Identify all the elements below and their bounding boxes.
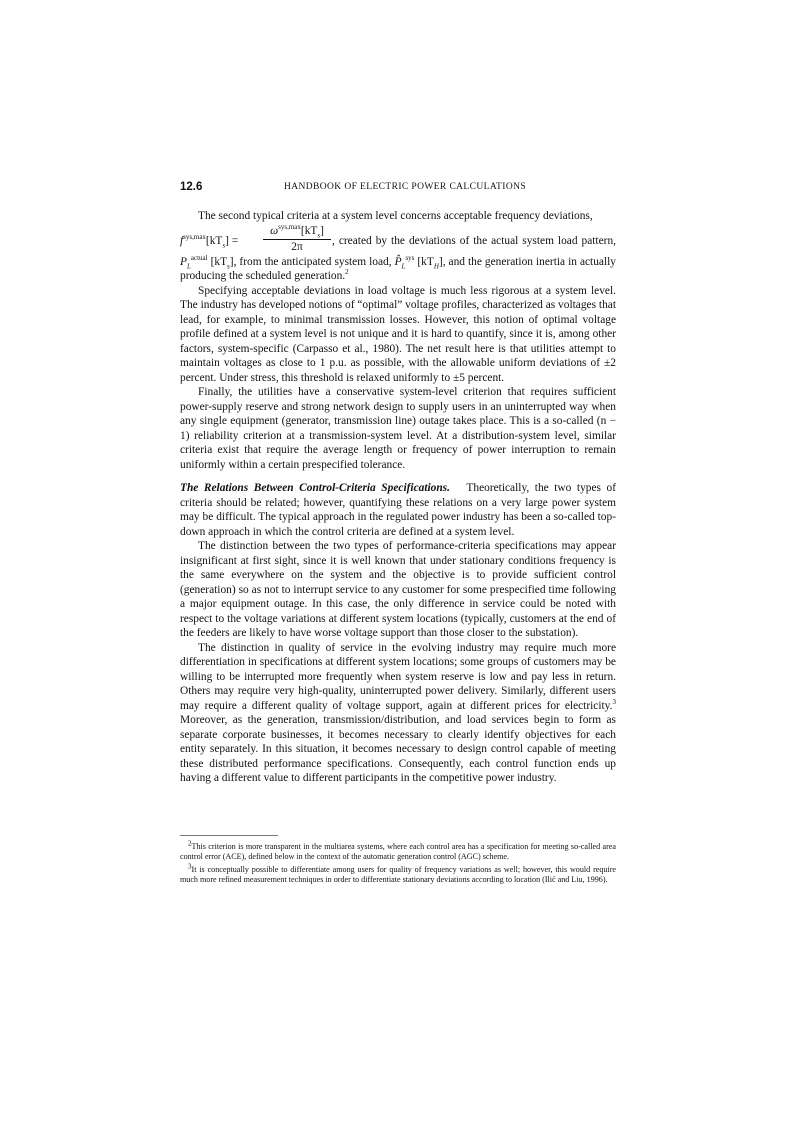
paragraph-frequency-continued: $P_L^{actual}$ $[kT_s]$, from the anticipated system load, $P̂_L^{sys}$ $[kT_H]$, and the generation inertia in actually producing the scheduled generation.$^2$ [180,253,616,282]
footnote-2: $^2$This criterion is more transparent in the multiarea systems, where each control area has a specification for meeting so-called area control error (ACE), defined below in the context of the automatic generation control (AGC) scheme. [180,839,616,862]
running-title: HANDBOOK OF ELECTRIC POWER CALCULATIONS [284,182,527,192]
paragraph-reliability-criterion: Finally, the utilities have a conservative system-level criterion that requires sufficient power-supply reserve and strong network design to supply users in an uninterrupted way when any single equipment (generator, transmission line) outage takes place. This is a so-called (n − 1) reliability criterion at a transmission-system level. At a distribution-system level, similar criteria exist that require the average length or frequency of power interruption to remain uniformly within a certain prespecified tolerance. [180,386,616,471]
formula-numerator: $\omega^{sys,max}[kT_s]$ [263,225,331,240]
paragraph-voltage-deviations: Specifying acceptable deviations in load voltage is much less rigorous at a system level. The industry has developed notions of “optimal” voltage profiles, characterized as voltages that lead, for example, to minimal transmission losses. However, this notion of optimal voltage profile defined at a system level is not unique and it is hard to quantify, since it is, among other factors, system-specific (Carpasso et al., 1980). The net result here is that utilities attempt to maintain voltages as close to 1 p.u. as possible, with the allowable uniform deviations of ±2 percent. Under stress, this threshold is relaxed uniformly to ±5 percent. [180,284,616,384]
footnote-ref-3: 3 [612,697,616,706]
frequency-deviation-formula [180,222,616,255]
body-text [180,209,616,786]
page-header [180,181,616,197]
footnotes [180,839,616,885]
page-number: 12.6 [180,181,203,193]
paragraph-control-criteria-relations: The Relations Between Control-Criteria Specifications. Theoretically, the two types of criteria should be related; however, quantifying these relations on a very large power system may be difficult. The typical approach in the regulated power industry has been a so-called top-down approach in which the control criteria are defined at a system level. [180,482,616,538]
footnote-3: $^3$It is conceptually possible to differentiate among users for quality of frequency variations as well; however, this would require much more refined measurement techniques in order to differentiate stationary deviations according to location (Ilić and Liu, 1996). [180,861,616,884]
footnote-divider [180,835,278,836]
paragraph-frequency-intro: The second typical criteria at a system level concerns acceptable frequency deviations, [198,210,593,222]
paragraph-quality-of-service: The distinction in quality of service in the evolving industry may require much more differentiation in specifications at different system locations; some groups of customers may be willing to be interrupted more frequently when system reserve is low and pay less in return. Others may require very high-quality, uninterrupted power delivery. Similarly, different users may require a different quality of voltage support, again at different prices for electricity.$^3$ Moreover, as the generation, transmission/distribution, and load services begin to form as separate corporate businesses, it becomes necessary to clearly identify objectives for each entity separately. In this situation, it becomes necessary to design control capable of meeting these distributed performance specifications. Consequently, each control function ends up having a different value to different participants in the competitive power industry. [180,641,616,784]
section-run-in-heading: The Relations Between Control-Criteria Specifications. [180,482,450,494]
footnote-ref-2: 2 [345,268,349,277]
formula-trailing-text: , created by the deviations of the actual system load pattern, [332,234,616,247]
paragraph-criteria-distinction: The distinction between the two types of performance-criteria specifications may appear insignificant at first sight, since it is well known that under stationary conditions frequency is the same everywhere on the system and the objective is to provide sufficient control (generation) so as not to interrupt service to any customer for some prespecified time following a major equipment outage. In this case, the only difference in service could be noted with respect to the voltage variations at different system locations (typically, customers at the end of the feeders are likely to have worse voltage support than those closer to the substation). [180,540,616,639]
formula-lhs: $f^{sys,max}[kT_s]$ = [180,232,239,249]
formula-fraction [263,222,331,254]
formula-denominator: 2π [291,240,303,253]
